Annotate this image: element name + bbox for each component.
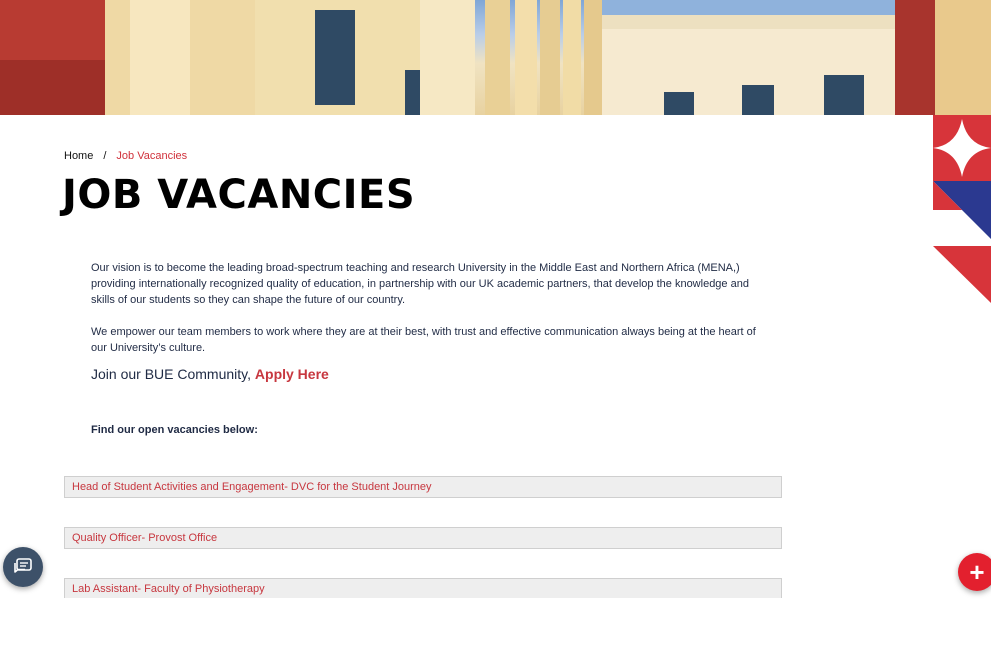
breadcrumb-separator: / xyxy=(103,150,107,162)
page-title: JOB VACANCIES xyxy=(62,172,416,218)
join-text: Join our BUE Community, xyxy=(91,366,255,382)
breadcrumb-home[interactable]: Home xyxy=(64,150,94,162)
hero-banner xyxy=(0,0,991,115)
apply-here-link[interactable]: Apply Here xyxy=(254,366,329,382)
hero-building-image xyxy=(0,0,991,115)
vacancy-item-quality-officer[interactable]: Quality Officer- Provost Office xyxy=(64,527,782,549)
decorative-shapes xyxy=(933,115,991,310)
vacancy-item-lab-assistant[interactable]: Lab Assistant- Faculty of Physiotherapy xyxy=(64,578,782,600)
chat-icon xyxy=(12,556,34,578)
intro-paragraph-1: Our vision is to become the leading broad-spectrum teaching and research University in the Middle East and Northern Africa (MENA,) providing internationally recognized quality of education, in partnership with our UK academic partners, that develop the knowledge and skills of our students so they can shape the future of our country. xyxy=(91,262,749,306)
breadcrumb xyxy=(64,150,187,162)
intro-text xyxy=(91,260,771,372)
vacancy-item-head-of-student-activities[interactable]: Head of Student Activities and Engagement- DVC for the Student Journey xyxy=(64,476,782,498)
find-vacancies-label: Find our open vacancies below: xyxy=(91,424,258,436)
plus-icon: + xyxy=(969,556,985,587)
join-community xyxy=(91,366,329,382)
add-plus-button[interactable] xyxy=(958,553,991,591)
chat-button[interactable] xyxy=(3,547,43,587)
page-bottom-area xyxy=(0,598,991,645)
intro-paragraph-2: We empower our team members to work where they are at their best, with trust and effective communication always being at the heart of our University’s culture. xyxy=(91,326,756,354)
breadcrumb-current: Job Vacancies xyxy=(116,150,188,162)
